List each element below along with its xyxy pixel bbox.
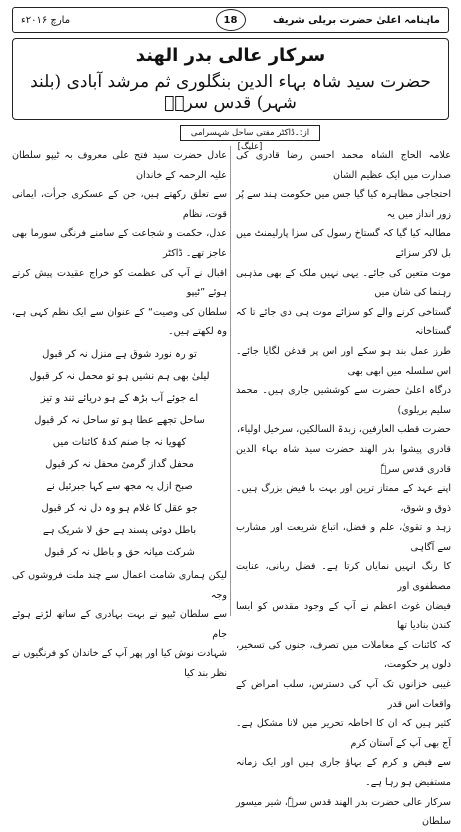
paragraph-line: سرکار عالی حضرت بدر الھند قدس سرہٗ، شیر میسور سلطان: [236, 796, 451, 828]
poem-line: اے جوئے آب بڑھ کے ہو دریائے تند و تیز: [40, 392, 199, 404]
poem-line: جو عقل کا غلام ہو وہ دل نہ کر قبول: [41, 502, 198, 514]
paragraph-line: کا رنگ انہیں نمایاں کرتا ہے۔ فضل ربانی، عنایت مصطفوی اور: [236, 561, 451, 593]
paragraph-line: سے تعلق رکھتے ہیں، جن کے عسکری جرأت، ایمانی قوت، نظام: [12, 189, 227, 220]
poem-line: لیلیٰ بھی ہم نشیں ہو تو محمل نہ کر قبول: [29, 370, 210, 382]
paragraph-line: اپنے عہد کے ممتاز ترین اور بہت با فیض بزرگ ہیں۔ ذوق و شوق،: [236, 483, 451, 514]
paragraph-line: سے سلطان ٹیپو نے بہت بہادری کے ساتھ لڑتے ہوئے جام: [12, 609, 227, 640]
page-header: [12, 7, 449, 33]
paragraph-line: عدل، حکمت و شجاعت کے سامنے فرنگی سورما بھی عاجز تھے۔ ڈاکٹر: [12, 228, 227, 259]
paragraph-line: غیبی خزانوں تک آپ کی دسترس، سلب امراض کے واقعات اس قدر: [236, 679, 451, 710]
article-title-box: [12, 38, 449, 120]
poem-line: صبح ازل یہ مجھ سے کہا جبرئیل نے: [46, 480, 193, 492]
paragraph-line: مطالبہ کیا گیا کہ گستاخ رسول کی سزا پارلیمنٹ میں بل لاکر سزائے: [236, 228, 451, 259]
paragraph-line: حضرت قطب العارفین، زبدۃ السالکین، سرخیل اولیاء،: [236, 424, 451, 436]
poem-line: محفل گداز گرمیٔ محفل نہ کر قبول: [45, 458, 194, 470]
paragraph-line: اقبال نے آپ کی عظمت کو خراج عقیدت پیش کرتے ہوئے ”ٹیپو: [12, 267, 227, 299]
paragraph-line: زہد و تقویٰ، علم و فضل، اتباع شریعت اور مشارب سے آگاہی: [236, 522, 451, 553]
poem-line: کھویا نہ جا صنم کدۂ کائنات میں: [52, 436, 187, 448]
page-number: 18: [216, 9, 246, 31]
paragraph-line: درگاہ اعلیٰ حضرت سے کوششیں جاری ہیں۔ محمد سلیم بریلوی): [236, 385, 451, 416]
paragraph-line: کہ کائنات کے معاملات میں تصرف، جنوں کی تسخیر، دلوں پر حکومت،: [236, 639, 451, 671]
paragraph-line: قادری پیشوا بدر الھند حضرت سید شاہ بہاء الدین قادری قدس سرہٗ: [236, 443, 451, 475]
paragraph-line: موت متعین کی جائے۔ یہی نہیں ملک کے بھی مذہبی رہنما کی شان میں: [236, 267, 451, 299]
article-subtitle: حضرت سید شاہ بہاء الدین بنگلوری ثم مرشد آبادی (بلند شہر) قدس سرہٗ: [30, 72, 431, 113]
author-byline: از:۔ڈاکٹر مفتی ساحل شہسرامی [علیگ]: [180, 125, 320, 141]
left-column: [12, 146, 227, 684]
paragraph-line: عادل حضرت سید فتح علی معروف بہ ٹیپو سلطان علیہ الرحمہ کے خاندان: [12, 150, 227, 181]
article-title: سرکار عالی بدر الھند: [135, 45, 326, 66]
right-column: [236, 146, 451, 832]
issue-date: مارچ ۲۰۱۶ء: [21, 14, 71, 26]
paragraph-line: لیکن ہماری شامت اعمال سے چند ملت فروشوں کی وجہ: [12, 569, 227, 601]
paragraph-line: فیضان غوث اعظم نے آپ کے وجود مقدس کو ایسا کندن بنادیا تھا: [236, 600, 451, 632]
magazine-name: ماہنامہ اعلیٰ حضرت بریلی شریف: [272, 14, 440, 26]
paragraph-line: سے فیض و کرم کے بہاؤ جاری ہیں اور ایک زمانہ مستفیض ہو رہا ہے۔: [236, 757, 451, 788]
paragraph-line: شہادت نوش کیا اور پھر آپ کے خاندان کو فرنگیوں نے نظر بند کیا: [12, 648, 227, 679]
poem-line: تو رہ نورد شوق ہے منزل نہ کر قبول: [42, 348, 197, 360]
paragraph-line: سلطان کی وصیت“ کے عنوان سے ایک نظم کہی ہے، وہ لکھتے ہیں۔: [12, 306, 227, 338]
poem-line: ساحل تجھے عطا ہو تو ساحل نہ کر قبول: [34, 414, 205, 426]
paragraph-line: کثیر ہیں کہ ان کا احاطہ تحریر میں لانا مشکل ہے۔ آج بھی آپ کے آستان کرم: [236, 718, 451, 749]
paragraph-line: احتجاجی مظاہرہ کیا گیا جس میں حکومت ہند سے پُر زور انداز میں یہ: [236, 189, 451, 220]
paragraph-line: طرز عمل بند ہو سکے اور اس پر قدغن لگایا جائے۔ اس سلسلہ میں ابھی بھی: [236, 345, 451, 377]
poem-line: شرکت میانہ حق و باطل نہ کر قبول: [44, 546, 195, 558]
poem-line: باطل دوئی پسند ہے حق لا شریک ہے: [42, 524, 197, 536]
column-divider: [230, 146, 231, 616]
paragraph-line: علامہ الحاج الشاہ محمد احسن رضا قادری کی صدارت میں ایک عظیم الشان: [236, 150, 451, 181]
paragraph-line: گستاخی کرنے والے کو سزائے موت ہی دی جائے تا کہ گستاخانہ: [236, 306, 451, 338]
poem: [12, 344, 227, 564]
